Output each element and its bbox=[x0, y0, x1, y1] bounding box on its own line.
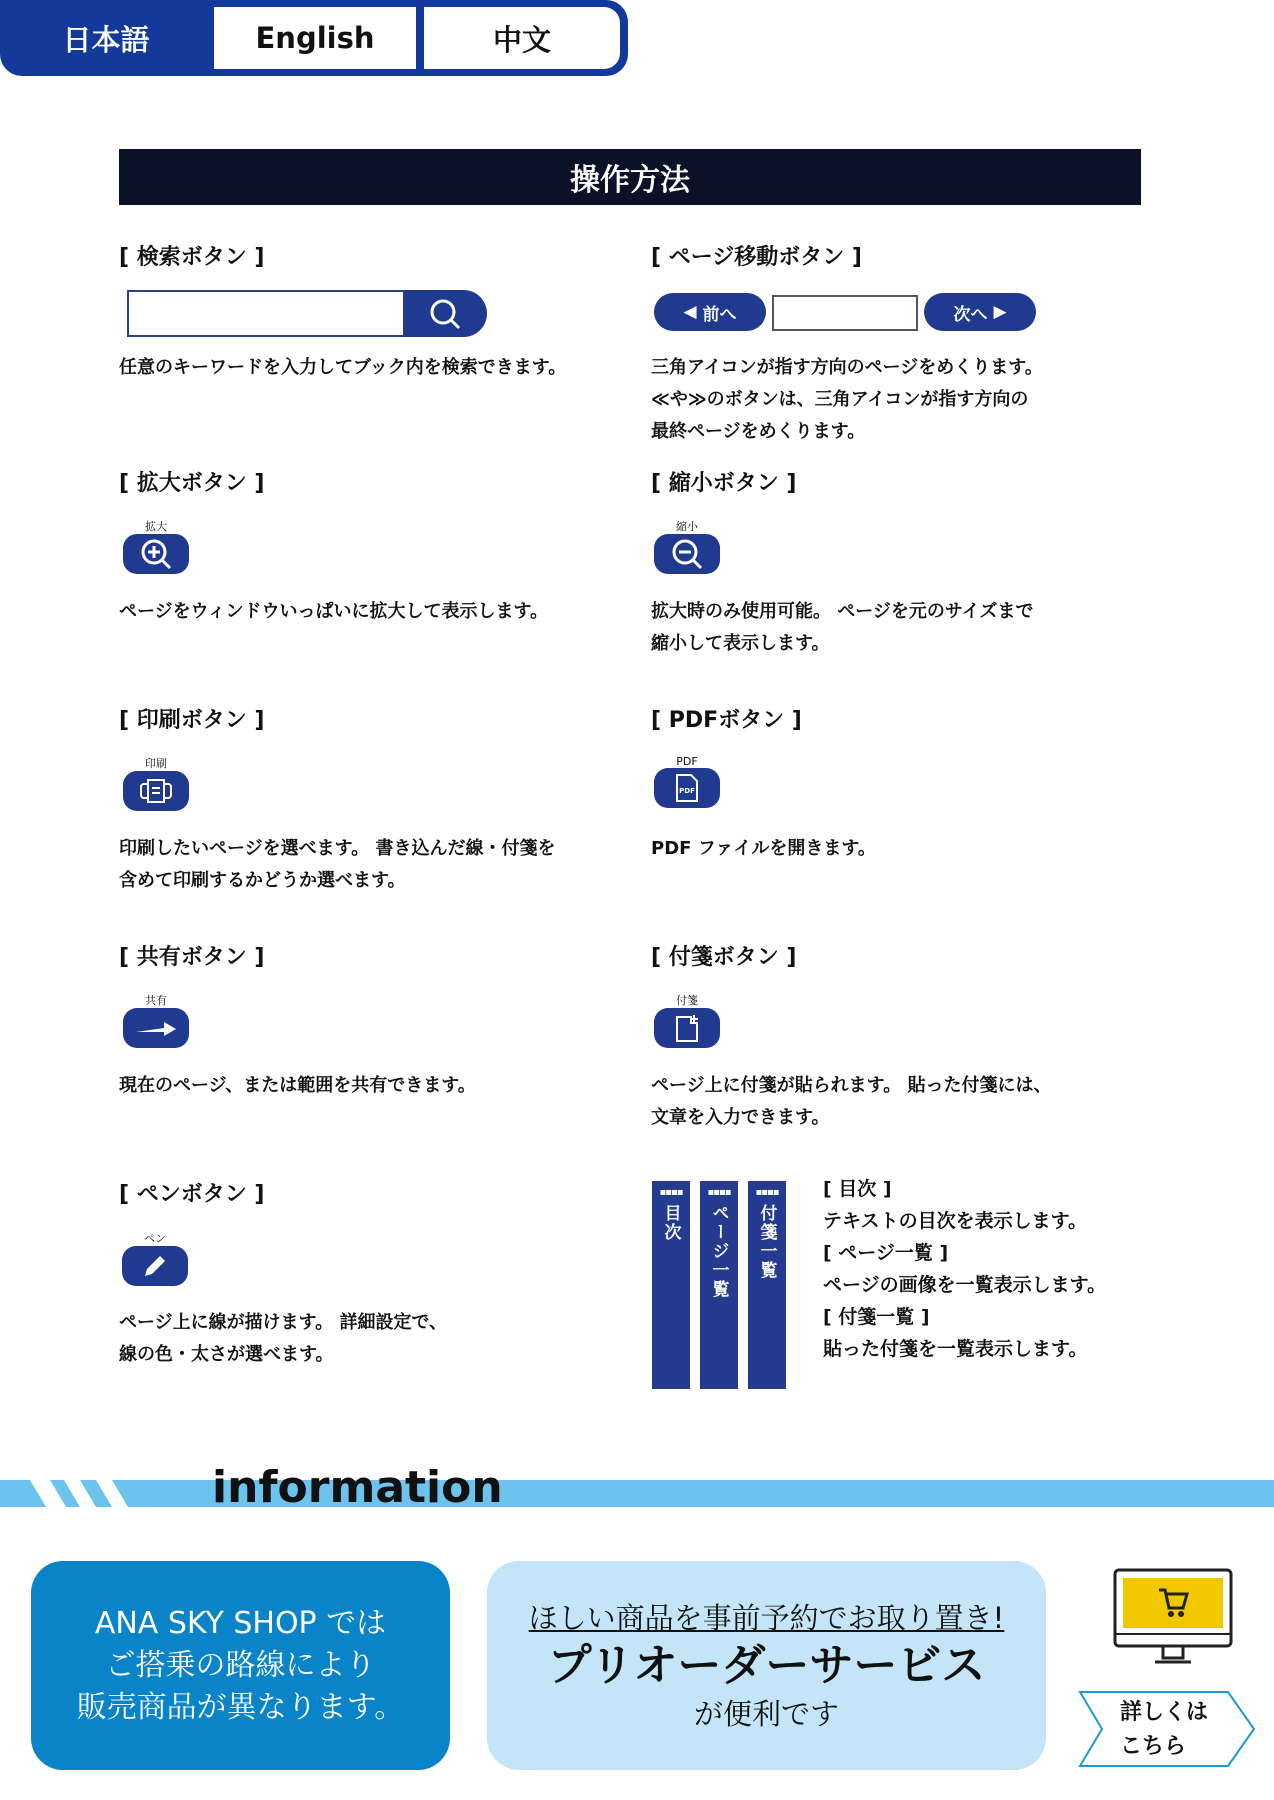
stripes-decoration bbox=[30, 1480, 170, 1507]
tab-desc: 貼った付箋を一覧表示します。 bbox=[823, 1338, 1088, 1360]
sticky-heading: [ 付箋ボタン ] bbox=[651, 945, 797, 970]
tab-desc: ページの画像を一覧表示します。 bbox=[823, 1274, 1107, 1296]
triangle-left-icon: ◀ bbox=[683, 302, 697, 322]
print-desc: 含めて印刷するかどうか選べます。 bbox=[119, 870, 406, 891]
tab-desc-heading: [ ページ一覧 ] bbox=[823, 1242, 949, 1264]
page-nav-desc: 最終ページをめくります。 bbox=[651, 421, 866, 442]
pen-button[interactable] bbox=[122, 1230, 188, 1286]
pdf-file-icon bbox=[675, 773, 699, 803]
share-heading: [ 共有ボタン ] bbox=[119, 945, 265, 970]
search-icon bbox=[428, 297, 462, 331]
shop-notice-box bbox=[31, 1561, 450, 1770]
share-arrow-icon bbox=[134, 1018, 178, 1038]
zoom-out-desc: 縮小して表示します。 bbox=[651, 633, 830, 654]
prev-label: 前へ bbox=[702, 304, 737, 325]
details-label: 詳しくは bbox=[1120, 1700, 1209, 1725]
pen-desc: 線の色・太さが選べます。 bbox=[119, 1344, 334, 1365]
pen-label: ペン bbox=[144, 1232, 166, 1245]
print-icon bbox=[138, 778, 174, 804]
zoom-out-button[interactable] bbox=[654, 518, 720, 574]
tab-label: 付箋一覧 bbox=[756, 1204, 777, 1280]
tab-desc-heading: [ 付箋一覧 ] bbox=[823, 1306, 930, 1328]
zoom-out-desc: 拡大時のみ使用可能。 ページを元のサイズまで bbox=[651, 601, 1034, 622]
preorder-suffix: が便利です bbox=[693, 1696, 839, 1731]
monitor-cart-icon bbox=[1113, 1568, 1233, 1668]
details-button[interactable] bbox=[1078, 1690, 1256, 1768]
svg-text:PDF: PDF bbox=[679, 787, 695, 795]
zoom-in-label: 拡大 bbox=[145, 520, 167, 533]
page-nav-heading: [ ページ移動ボタン ] bbox=[651, 245, 862, 270]
zoom-in-icon bbox=[139, 537, 173, 571]
pen-icon bbox=[140, 1251, 170, 1281]
lang-tab-japanese[interactable]: 日本語 bbox=[62, 22, 150, 57]
share-desc: 現在のページ、または範囲を共有できます。 bbox=[119, 1075, 476, 1096]
next-label: 次へ bbox=[953, 304, 988, 325]
print-button[interactable] bbox=[123, 755, 189, 811]
grid-icon: ▪▪▪▪ bbox=[659, 1187, 683, 1198]
preorder-box[interactable] bbox=[487, 1561, 1046, 1770]
zoom-out-icon bbox=[670, 537, 704, 571]
pen-desc: ページ上に線が描けます。 詳細設定で、 bbox=[119, 1312, 448, 1333]
tab-sticky-list[interactable] bbox=[748, 1181, 786, 1389]
shop-notice-line: ANA SKY SHOP では bbox=[94, 1605, 387, 1641]
triangle-right-icon: ▶ bbox=[993, 302, 1007, 322]
tab-label: ページ一覧 bbox=[708, 1204, 729, 1299]
page-nav-desc: ≪や≫のボタンは、三角アイコンが指す方向の bbox=[651, 389, 1029, 410]
tab-table-of-contents[interactable] bbox=[652, 1181, 690, 1389]
pdf-heading: [ PDFボタン ] bbox=[651, 708, 802, 733]
search-heading: [ 検索ボタン ] bbox=[119, 245, 265, 270]
sticky-note-icon bbox=[674, 1013, 700, 1043]
next-page-button[interactable] bbox=[924, 293, 1036, 331]
language-switcher bbox=[0, 0, 628, 76]
shop-notice-line: 販売商品が異なります。 bbox=[76, 1689, 405, 1725]
pen-heading: [ ペンボタン ] bbox=[119, 1182, 265, 1207]
prev-page-button[interactable] bbox=[654, 293, 766, 331]
tab-desc: テキストの目次を表示します。 bbox=[823, 1210, 1088, 1232]
tab-label: 目次 bbox=[660, 1204, 681, 1242]
grid-icon: ▪▪▪▪ bbox=[755, 1187, 779, 1198]
grid-icon: ▪▪▪▪ bbox=[707, 1187, 731, 1198]
information-band bbox=[0, 1480, 1274, 1507]
preorder-service-name: プリオーダーサービス bbox=[547, 1639, 986, 1691]
zoom-out-label: 縮小 bbox=[676, 520, 698, 533]
sticky-label: 付箋 bbox=[676, 994, 698, 1007]
page-number-input[interactable] bbox=[772, 295, 918, 331]
pdf-desc: PDF ファイルを開きます。 bbox=[651, 838, 876, 859]
zoom-in-heading: [ 拡大ボタン ] bbox=[119, 471, 265, 496]
print-desc: 印刷したいページを選べます。 書き込んだ線・付箋を bbox=[119, 838, 556, 859]
page-nav-desc: 三角アイコンが指す方向のページをめくります。 bbox=[651, 357, 1043, 378]
zoom-out-heading: [ 縮小ボタン ] bbox=[651, 471, 797, 496]
print-heading: [ 印刷ボタン ] bbox=[119, 708, 265, 733]
sticky-desc: 文章を入力できます。 bbox=[651, 1107, 830, 1128]
page-title: 操作方法 bbox=[119, 149, 1141, 205]
search-desc: 任意のキーワードを入力してブック内を検索できます。 bbox=[119, 357, 567, 378]
lang-tab-english[interactable]: English bbox=[214, 7, 416, 69]
share-label: 共有 bbox=[145, 994, 167, 1007]
tab-desc-heading: [ 目次 ] bbox=[823, 1178, 892, 1200]
side-tabs bbox=[652, 1181, 786, 1389]
zoom-in-button[interactable] bbox=[123, 518, 189, 574]
pdf-label: PDF bbox=[676, 755, 698, 768]
share-button[interactable] bbox=[123, 992, 189, 1048]
information-title: information bbox=[212, 1462, 503, 1513]
preorder-tagline: ほしい商品を事前予約でお取り置き! bbox=[528, 1600, 1005, 1635]
sticky-desc: ページ上に付箋が貼られます。 貼った付箋には、 bbox=[651, 1075, 1052, 1096]
details-label: こちら bbox=[1120, 1734, 1187, 1759]
tab-page-list[interactable] bbox=[700, 1181, 738, 1389]
sticky-note-button[interactable] bbox=[654, 992, 720, 1048]
search-box bbox=[127, 290, 487, 337]
zoom-in-desc: ページをウィンドウいっぱいに拡大して表示します。 bbox=[119, 601, 549, 622]
search-input[interactable] bbox=[127, 290, 403, 337]
shop-notice-line: ご搭乗の路線により bbox=[105, 1647, 376, 1683]
lang-tab-chinese[interactable]: 中文 bbox=[424, 7, 620, 69]
search-button[interactable] bbox=[403, 290, 487, 337]
pdf-button[interactable] bbox=[654, 755, 720, 808]
print-label: 印刷 bbox=[145, 757, 167, 770]
